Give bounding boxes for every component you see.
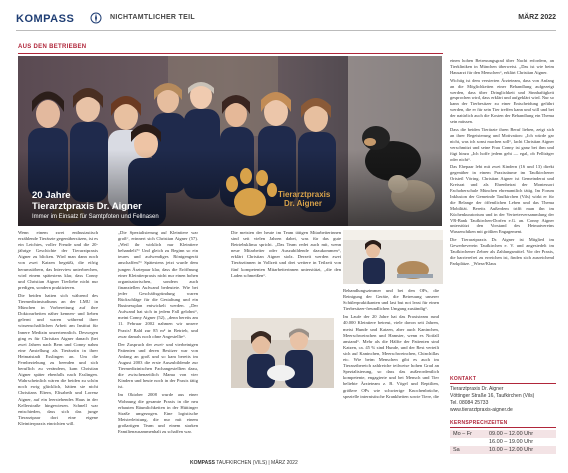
hours-time: 16.00 – 19.00 Uhr xyxy=(489,439,534,445)
compass-logo-icon xyxy=(90,12,102,24)
photo-subline: Immer im Einsatz für Samtpfoten und Fellnasen xyxy=(32,214,159,220)
clinic-photo-illustration xyxy=(343,230,443,284)
paragraph: Dass die beiden Tierärzte ihren Beruf lieben, zeigt sich an ihrer Begeisterung und Motivation: „Ich würde gar nicht, was ich sonst machen soll“, lacht Christian Aigner verschmitzt und seine Frau Conny ist ganz bei ihm und fügt hinzu „Ich hoffe jedem geht — egal, ob Fellträger oder nicht“. xyxy=(450,126,554,162)
article-column-1 xyxy=(18,230,98,429)
footer-brand: KOMPASS xyxy=(190,460,215,466)
paragraph: Die meisten der heute im Team tätigen Mitarbeiterinnen sind seit vielen Jahren dabei, was für das gute Betriebsklima spricht. „Das Team redet auch mit, wenn neue Mitarbeiter oder Auszubildende dazukommen“, erklärt Christian Aigner stolz. Derzeit werden zwei Tierärztinnen in Vollzeit und drei weitere in Teilzeit von fünf kompetenten Mitarbeiterinnen unterstützt, „die den Laden schmeißen“. xyxy=(231,230,341,278)
hours-time: 10.00 – 12.00 Uhr xyxy=(489,447,534,453)
paragraph: Die beiden hatten sich während des Tiermedizinstudiums an der LMU in München in Vorbereitung auf ihre Doktorarbeiten näher kennen- und lieben gelernt und waren während ihrer wissenschaftlichen Arbeit am Institut für Innere Medizin unzertrennlich. Deswegen ging es für Christian Aigner danach (bei zwei Jahren nach Bern und Conny nahm eine Anstellung als Tierärztin in ihrer Heimatstadt Esslingen an. Um die Fernbeziehung zu beenden und sich beruflich zu verändern, kam Christian Aigner später ebenfalls nach Esslingen. Wahrscheinlich wären die beiden zu schön noch ewig glücklich, hätten sie nicht Christians Eltern, Elisabeth und Lorenz Aigner, auf ein leerstehendes Haus in der Kellerstraße hingewiesen. Schnell war entschieden, dass sich das junge Tierarztpaar dort eine eigene Kleintierpraxis einrichten will. xyxy=(18,292,98,426)
owners-photo-illustration xyxy=(231,318,334,388)
headline-line-2: Tierarztpraxis Dr. Aigner xyxy=(32,201,142,212)
owners-photo xyxy=(231,318,334,388)
page-footer xyxy=(190,460,298,466)
paragraph: Das Ehepaar lebt mit zwei Kindern (16 und 13) direkt gegenüber in einem Praxisräume im Taufkirchener Ortsteil Vöring. Christian Aigner ist Gemeinderat und Kreisrat und als Ehrenbeirat der Montessori Fachoberschule München ehrenamtlich tätig. Im Forum Inklusion der Gemeinde Taufkirchen (Vils) wirkt er für die Belange der öffentlichen Leben und das Thema Mobilität. Bereits Außerdem trifft man ihn im Küchenkuratorium und in der Vertreterversammlung der VR-Bank Taufkirchen-Dorfen e.G. an. Conny Aigner unterstützt den Vorstand des Heimatvereins Wassenchiken mit größten Engagement. xyxy=(450,164,554,235)
contact-box xyxy=(450,376,556,414)
contact-phone: Tel. 08084 25733 xyxy=(450,400,489,406)
section-label: NICHTAMTLICHER TEIL xyxy=(110,14,195,21)
paragraph: Im Laufe der 20 Jahre hat das Praxisteam rund 40.000 Kleintiere betreut, viele davon seit Jahren, meist Hunde und Katzen, aber auch Kaninchen, Meerschweinchen und Hamster, wenn es Notfall anstand“. Mehr als die Hälfte der Patienten sind Katzen, ca. 45 % sind Hunde, und der Rest verteilt sich auf Kaninchen, Meerschweinchen, Chinchillas etc. Wie beim Menschen gibt es auch im Tierarztbereich zahlreiche teilweise hohen Grad an Spezialisierung, so dass das außerordentlich kompetente, engagierte und bei Mensch und Tier beliebte Ärzteteam z. B. Vögel und Reptilien, größere OPs wie schwierige Knochenbrüche, spezielle internistische Krankheiten sowie Tiere, die xyxy=(343,314,439,399)
contact-divider xyxy=(450,383,556,384)
hours-day xyxy=(453,438,489,446)
rubric-divider xyxy=(18,53,443,54)
paragraph: einen hohen Betreuungsgrad über Nacht erfordern, an Tierkliniken in München überweist. „Das ist wie beim Hausarzt für den Menschen“, erklärt Christian Aigner. xyxy=(450,58,554,75)
article-column-3 xyxy=(231,230,341,281)
hours-row xyxy=(450,430,556,438)
rubric-label: AUS DEN BETRIEBEN xyxy=(18,44,87,50)
clinic-photo xyxy=(343,230,443,284)
paragraph: Wichtig ist dem versierten Ärzteteam, dass von Anfang an die Möglichkeiten einer Behandlung aufgezeigt werden, dass über Dringlichkeit und Sinnhaftigkeit gesprochen wird, dass erklärt und aufgeklärt wird. Nur so kann der Tierbesitzer zu einer Entscheidung geführt werden, die er für sein Tier treffen kann und will und bei der natürlich auch die Kosten der Behandlung ein Thema sein müssen. xyxy=(450,77,554,125)
hours-row xyxy=(450,446,556,454)
paragraph: Wenn einem zwei enthusiastisch erzählende Tierärzte gegenübersitzen, ist es ein Leichtes, voller Freude und die 20-jährige Geschichte der Tierarztpraxis Aigner zu blicken. Wird man dann noch von zwei Katzen begrüßt, die eifrig herumstöbern, das Interview unterbrechen, wird einem spätestens klar, dass Conny und Christian Aigner Tierliebe nicht nur predigen, sondern praktizieren. xyxy=(18,230,98,290)
hours-box xyxy=(450,420,556,454)
contact-street: Vöttinger Straße 16, Taufkirchen (Vils) xyxy=(450,393,535,399)
paragraph: Im Oktober 2008 wurde aus einer Wohnung die gesamte Praxis in die neu erbauten Räumlichkeiten in der Hüttinger Straße umgezogen. Eine logistische Meisterleistung, die nur mit einem großartigen Team und einem starken Familienzusammenhalt zu schaffen war. xyxy=(118,392,198,434)
paragraph: Behandlungszimmer und bei den OPs, die Reinigung der Geräte, die Betreuung unserer Schülerpraktikanten und last but not least für einen Tierbesitzer-freundlichen Umgang zuständig“. xyxy=(343,288,439,312)
photo-headline xyxy=(32,190,142,212)
page-header xyxy=(16,10,556,31)
issue-date: MÄRZ 2022 xyxy=(518,14,556,21)
contact-website-link[interactable]: www.tierarztpraxis-aigner.de xyxy=(450,407,513,413)
article-column-4 xyxy=(343,288,439,402)
logo-line-1: Tierarztpraxis xyxy=(278,190,331,199)
hours-divider xyxy=(450,427,556,428)
hours-title: KERNSPRECHZEITEN xyxy=(450,420,508,426)
article-column-2 xyxy=(118,230,198,437)
practice-logo-text xyxy=(278,190,330,208)
team-photo xyxy=(18,56,442,226)
magazine-logo: KOMPASS xyxy=(16,13,75,25)
contact-name: Tierarztpraxis Dr. Aigner xyxy=(450,386,504,392)
footer-info: TAUFKIRCHEN (VILS) | MÄRZ 2022 xyxy=(216,460,298,466)
hours-day: Mo – Fr xyxy=(453,431,472,437)
paragraph: „Die Spezialisierung auf Kleintiere war groß“, erinnert sich Christian Aigner (57). „Weil ihr wirklich nur Kleintiere behandelt?“ Und gleich zu Beginn so ein teures und aufwendiges Röntgengerät anschaffen?“ Spätestens jetzt wurde dem jungen Ärztepaar klar, dass die Eröffnung einer Kleintierpraxis nicht nur einen hohen organisatorischen, sondern auch finanziellen Aufwand bedeutete. Wie bei jeder Geschäftsgründung waren Rückschläge für die Gestaltung und ein Businessplan entwickelt werden. „Der Aufwand hat sich in jedem Fall gelohnt“, meint Conny Aigner (52), „denn bereits am 11. Februar 2002 nahmen wir unsere Praxis! Bald zur 85 m² in Betrieb, und zwar damals noch ohne Angestellte“. xyxy=(118,230,198,339)
paragraph: Die Tierarztpraxis Dr. Aigner ist Mitglied im Gewerbeverein Taufkirchen e. V. und angesiedelt im Taufkirchener Zebrer als Zahlungsmittel. Vor der Praxis, die barrierefrei zu erreichen ist, finden sich ausreichend Parkplätze. _Wiese/Klaus xyxy=(450,237,554,266)
hours-day: Sa xyxy=(453,447,460,453)
headline-line-1: 20 Jahre xyxy=(32,190,71,201)
contact-title: KONTAKT xyxy=(450,376,477,382)
hours-time: 09.00 – 12.00 Uhr xyxy=(489,431,534,437)
hours-row xyxy=(450,438,556,446)
logo-line-2: Dr. Aigner xyxy=(284,199,322,208)
paragraph: Der Zuspruch der zwei- und vierbeinigen Patienten und deren Besitzer war von Anfang an groß und so kam bereits im August 2003 die erste Auszubildende zur Tiermedizinischen Fachangestellten dazu, die zwischenzeitlich Mama von vier Kindern und heute noch in der Praxis tätig ist. xyxy=(118,341,198,390)
article-column-5 xyxy=(450,58,554,269)
